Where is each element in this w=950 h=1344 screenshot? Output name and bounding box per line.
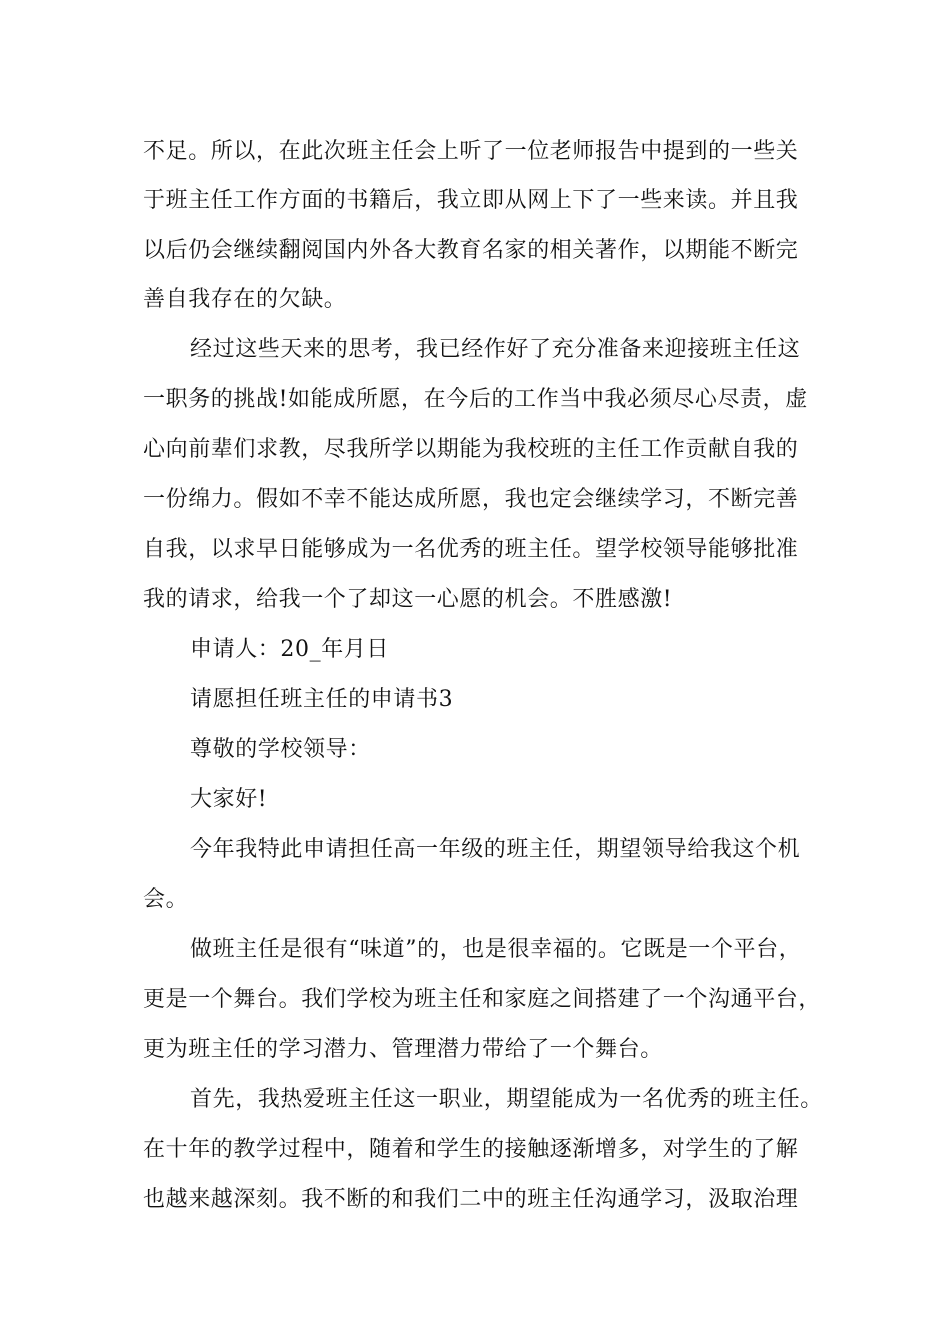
text-line: 今年我特此申请担任高一年级的班主任，期望领导给我这个机: [190, 837, 801, 862]
text-line: 做班主任是很有“味道”的，也是很幸福的。它既是一个平台，: [190, 937, 802, 962]
text-line: 不足。所以，在此次班主任会上听了一位老师报告中提到的一些关: [143, 139, 799, 164]
salutation: 尊敬的学校领导：: [190, 737, 371, 762]
text-line: 心向前辈们求教，尽我所学以期能为我校班的主任工作贡献自我的: [143, 437, 799, 462]
text-line: 经过这些天来的思考，我已经作好了充分准备来迎接班主任这: [190, 337, 801, 362]
text-line: 在十年的教学过程中，随着和学生的接触逐渐增多，对学生的了解: [143, 1137, 799, 1162]
text-line: 更是一个舞台。我们学校为班主任和家庭之间搭建了一个沟通平台，: [143, 987, 822, 1012]
section-title: 请愿担任班主任的申请书3: [190, 687, 454, 712]
text-line: 我的请求，给我一个了却这一心愿的机会。不胜感激!: [143, 587, 673, 612]
applicant-date-line: 申请人：20_年月日: [190, 637, 389, 662]
text-line: 也越来越深刻。我不断的和我们二中的班主任沟通学习，汲取治理: [143, 1187, 799, 1212]
text-line: 一份绵力。假如不幸不能达成所愿，我也定会继续学习，不断完善: [143, 487, 799, 512]
text-line: 更为班主任的学习潜力、管理潜力带给了一个舞台。: [143, 1037, 663, 1062]
text-line: 以后仍会继续翻阅国内外各大教育名家的相关著作，以期能不断完: [143, 238, 799, 263]
text-line: 会。: [143, 887, 189, 912]
greeting: 大家好!: [190, 787, 268, 812]
text-line: 自我，以求早日能够成为一名优秀的班主任。望学校领导能够批准: [143, 537, 799, 562]
text-line: 善自我存在的欠缺。: [143, 287, 347, 312]
text-line: 一职务的挑战!如能成所愿，在今后的工作当中我必须尽心尽责，虚: [143, 387, 808, 412]
text-line: 首先，我热爱班主任这一职业，期望能成为一名优秀的班主任。: [190, 1087, 823, 1112]
text-line: 于班主任工作方面的书籍后，我立即从网上下了一些来读。并且我: [143, 188, 799, 213]
